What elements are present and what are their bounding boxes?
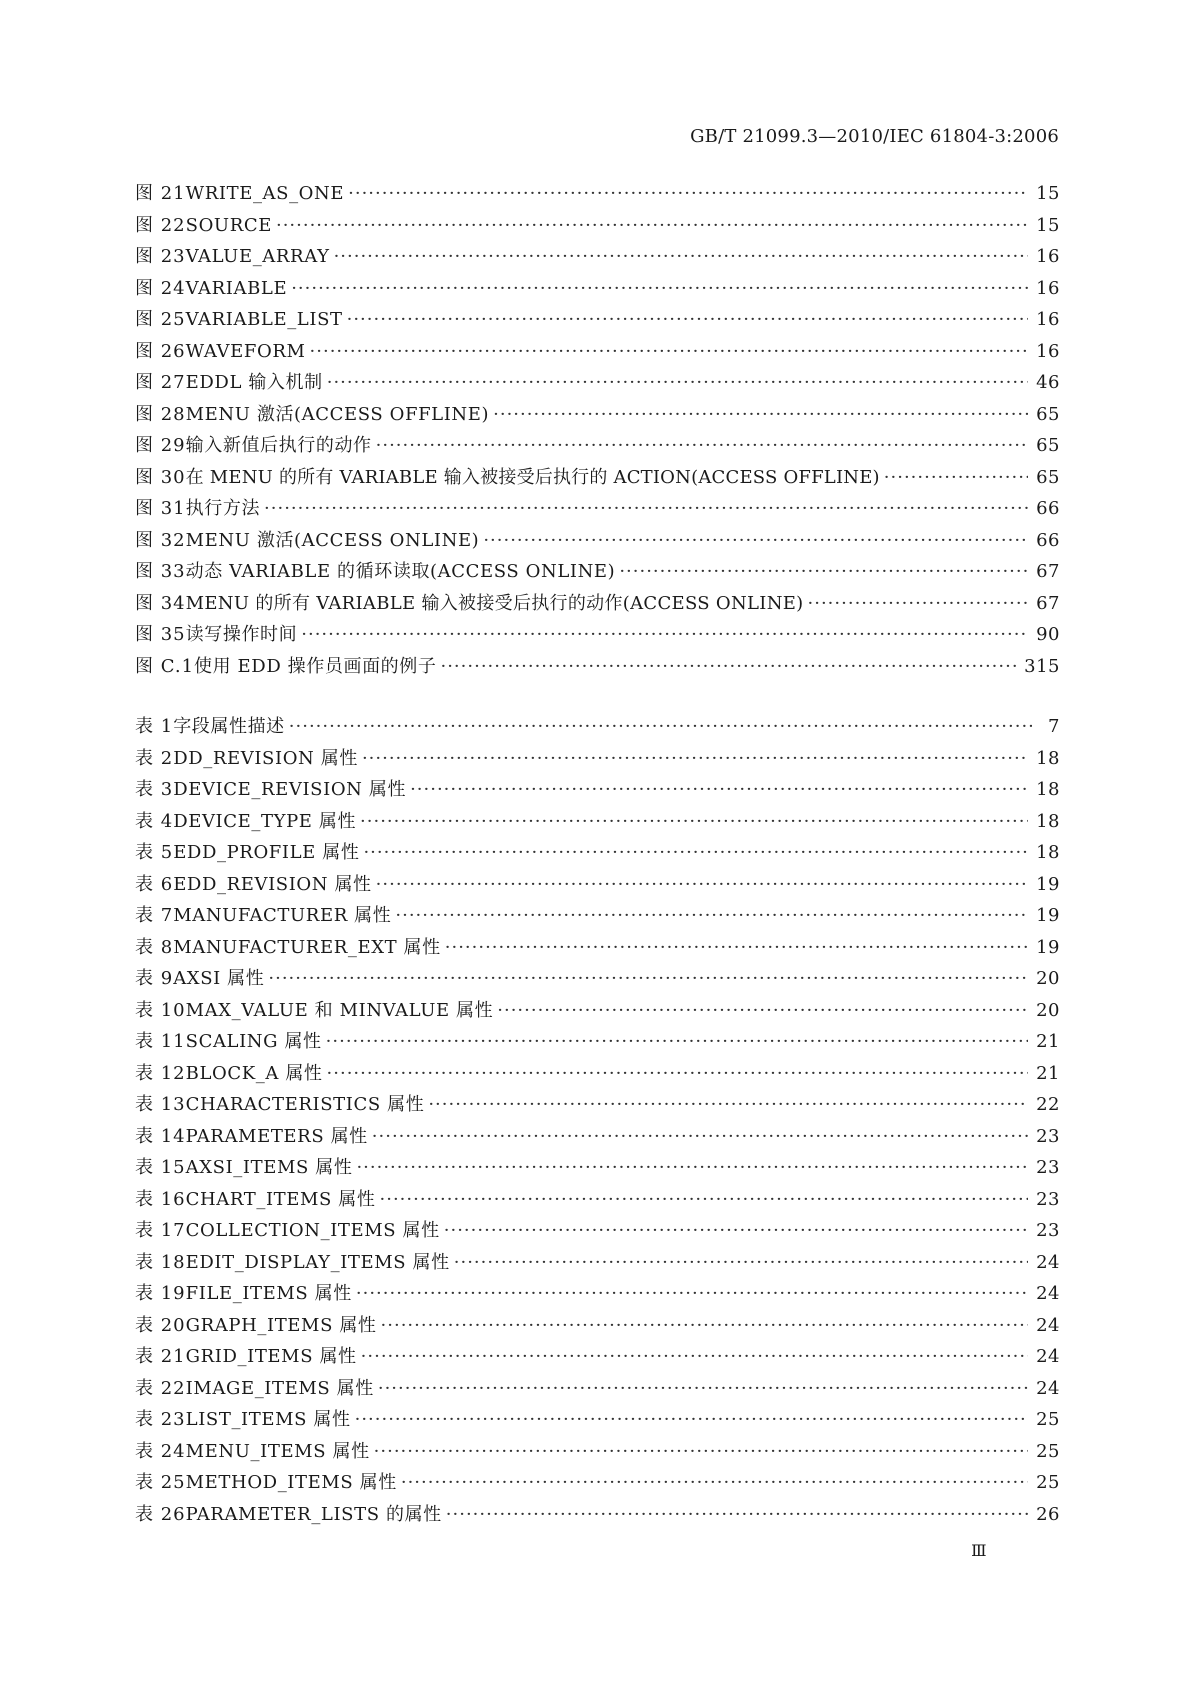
- entry-title: FILE_ITEMS 属性: [185, 1283, 352, 1304]
- entry-page: 15: [1036, 183, 1060, 204]
- entry-page: 315: [1024, 655, 1060, 677]
- entry-page: 23: [1036, 1157, 1060, 1178]
- entry-page: 65: [1036, 403, 1060, 425]
- entry-label: 图 29: [135, 435, 186, 456]
- toc-entry[interactable]: [135, 900, 1060, 932]
- entry-title: 字段属性描述: [173, 716, 285, 737]
- entry-title: CHART_ITEMS 属性: [185, 1188, 376, 1210]
- toc-entry[interactable]: [135, 711, 1060, 743]
- entry-page: 15: [1036, 214, 1060, 236]
- dot-leader: [483, 525, 1028, 557]
- entry-page: 18: [1036, 747, 1060, 769]
- entry-title: AXSI 属性: [173, 968, 265, 989]
- entry-label: 表 11: [135, 1031, 186, 1052]
- entry-label: 图 34: [135, 592, 186, 614]
- figure-list: [135, 178, 1060, 682]
- entry-label: 表 6: [135, 873, 174, 895]
- dot-leader: [310, 336, 1029, 368]
- entry-page: 26: [1036, 1503, 1060, 1525]
- entry-label: 图 C.1: [135, 655, 195, 677]
- dot-leader: [264, 493, 1028, 525]
- entry-page: 21: [1036, 1062, 1060, 1084]
- dot-leader: [493, 399, 1028, 431]
- dot-leader: [884, 462, 1028, 494]
- entry-title: BLOCK_A 属性: [185, 1062, 323, 1084]
- dot-leader: [334, 241, 1029, 273]
- dot-leader: [376, 430, 1028, 462]
- dot-leader: [327, 1058, 1029, 1090]
- toc-entry[interactable]: [135, 367, 1060, 399]
- entry-page: 25: [1036, 1440, 1060, 1462]
- entry-page: 19: [1036, 936, 1060, 958]
- toc-entry[interactable]: [135, 1089, 1060, 1121]
- entry-page: 21: [1036, 1031, 1060, 1052]
- entry-title: GRAPH_ITEMS 属性: [185, 1314, 377, 1336]
- entry-title: 使用 EDD 操作员画面的例子: [194, 655, 437, 677]
- dot-leader: [362, 743, 1028, 775]
- dot-leader: [289, 711, 1032, 743]
- dot-leader: [268, 963, 1028, 995]
- dot-leader: [361, 1341, 1028, 1373]
- entry-page: 16: [1036, 340, 1060, 362]
- toc-entry[interactable]: [135, 1058, 1060, 1090]
- entry-page: 46: [1036, 372, 1060, 393]
- entry-title: VARIABLE: [185, 277, 288, 299]
- entry-page: 67: [1036, 592, 1060, 614]
- dot-leader: [372, 1121, 1028, 1153]
- entry-title: MENU 的所有 VARIABLE 输入被接受后执行的动作(ACCESS ONLINE): [185, 592, 804, 614]
- toc-entry[interactable]: [135, 1341, 1060, 1373]
- entry-title: EDIT_DISPLAY_ITEMS 属性: [185, 1251, 450, 1273]
- entry-label: 表 13: [135, 1094, 186, 1115]
- toc-entry[interactable]: [135, 588, 1060, 620]
- entry-page: 19: [1036, 873, 1060, 895]
- entry-title: MENU_ITEMS 属性: [185, 1440, 370, 1462]
- entry-label: 图 31: [135, 498, 186, 519]
- dot-leader: [410, 774, 1028, 806]
- entry-label: 图 22: [135, 214, 186, 236]
- toc-entry[interactable]: [135, 774, 1060, 806]
- entry-page: 16: [1036, 277, 1060, 299]
- entry-page: 20: [1036, 999, 1060, 1021]
- entry-label: 表 12: [135, 1062, 186, 1084]
- entry-page: 66: [1036, 498, 1060, 519]
- entry-label: 表 16: [135, 1188, 186, 1210]
- entry-label: 表 14: [135, 1125, 186, 1147]
- entry-title: MAX_VALUE 和 MINVALUE 属性: [185, 999, 494, 1021]
- entry-title: VALUE_ARRAY: [185, 246, 330, 267]
- entry-label: 表 9: [135, 968, 174, 989]
- table-list: [135, 711, 1060, 1530]
- entry-title: DD_REVISION 属性: [173, 747, 358, 769]
- entry-label: 表 18: [135, 1251, 186, 1273]
- toc-entry[interactable]: [135, 462, 1060, 494]
- dot-leader: [356, 1152, 1028, 1184]
- entry-title: MENU 激活(ACCESS ONLINE): [185, 529, 480, 551]
- entry-label: 表 23: [135, 1409, 186, 1430]
- entry-label: 图 32: [135, 529, 186, 551]
- entry-title: EDD_REVISION 属性: [173, 873, 372, 895]
- entry-label: 表 5: [135, 842, 174, 863]
- entry-title: MANUFACTURER 属性: [173, 905, 392, 926]
- entry-title: CHARACTERISTICS 属性: [185, 1094, 425, 1115]
- entry-page: 24: [1036, 1377, 1060, 1399]
- toc-entry[interactable]: [135, 556, 1060, 588]
- dot-leader: [446, 1499, 1028, 1531]
- entry-title: 在 MENU 的所有 VARIABLE 输入被接受后执行的 ACTION(ACCESS OFFLINE): [185, 466, 880, 488]
- toc-entry[interactable]: [135, 1247, 1060, 1279]
- entry-label: 表 26: [135, 1503, 186, 1525]
- entry-label: 图 23: [135, 246, 186, 267]
- entry-title: IMAGE_ITEMS 属性: [185, 1377, 374, 1399]
- toc-entry[interactable]: [135, 932, 1060, 964]
- dot-leader: [619, 556, 1028, 588]
- toc-entry[interactable]: [135, 336, 1060, 368]
- entry-page: 24: [1036, 1283, 1060, 1304]
- dot-leader: [356, 1278, 1028, 1310]
- toc-entry[interactable]: [135, 1215, 1060, 1247]
- entry-label: 表 8: [135, 936, 174, 958]
- entry-label: 表 10: [135, 999, 186, 1021]
- entry-label: 表 25: [135, 1472, 186, 1493]
- entry-label: 图 26: [135, 340, 186, 362]
- entry-title: SCALING 属性: [185, 1031, 322, 1052]
- entry-page: 24: [1036, 1346, 1060, 1367]
- entry-label: 表 2: [135, 747, 174, 769]
- entry-title: EDD_PROFILE 属性: [173, 842, 360, 863]
- dot-leader: [380, 1184, 1029, 1216]
- entry-title: EDDL 输入机制: [185, 372, 323, 393]
- entry-label: 表 22: [135, 1377, 186, 1399]
- entry-label: 表 19: [135, 1283, 186, 1304]
- entry-page: 16: [1036, 309, 1060, 330]
- dot-leader: [374, 1436, 1028, 1468]
- entry-title: WRITE_AS_ONE: [185, 183, 345, 204]
- toc-entry[interactable]: [135, 1404, 1060, 1436]
- entry-page: 20: [1036, 968, 1060, 989]
- entry-page: 18: [1036, 810, 1060, 832]
- entry-title: MANUFACTURER_EXT 属性: [173, 936, 441, 958]
- toc-entry[interactable]: [135, 493, 1060, 525]
- entry-page: 65: [1036, 435, 1060, 456]
- entry-page: 67: [1036, 561, 1060, 582]
- entry-page: 24: [1036, 1314, 1060, 1336]
- toc-entry[interactable]: [135, 1373, 1060, 1405]
- toc-entry[interactable]: [135, 806, 1060, 838]
- toc-entry[interactable]: [135, 525, 1060, 557]
- dot-leader: [428, 1089, 1028, 1121]
- entry-page: 65: [1036, 466, 1060, 488]
- dot-leader: [347, 304, 1028, 336]
- toc-entry[interactable]: [135, 1278, 1060, 1310]
- toc-entry[interactable]: [135, 1152, 1060, 1184]
- entry-label: 表 7: [135, 905, 174, 926]
- entry-page: 18: [1036, 842, 1060, 863]
- entry-label: 表 4: [135, 810, 174, 832]
- entry-page: 22: [1036, 1094, 1060, 1115]
- dot-leader: [497, 995, 1028, 1027]
- dot-leader: [363, 837, 1028, 869]
- dot-leader: [348, 178, 1028, 210]
- entry-title: WAVEFORM: [185, 340, 306, 362]
- entry-label: 图 27: [135, 372, 186, 393]
- entry-label: 表 24: [135, 1440, 186, 1462]
- toc-entry[interactable]: [135, 1436, 1060, 1468]
- entry-page: 7: [1048, 716, 1060, 737]
- entry-page: 23: [1036, 1188, 1060, 1210]
- entry-page: 16: [1036, 246, 1060, 267]
- dot-leader: [445, 932, 1028, 964]
- dot-leader: [440, 651, 1016, 683]
- entry-title: PARAMETERS 属性: [185, 1125, 368, 1147]
- toc-entry[interactable]: [135, 304, 1060, 336]
- entry-title: MENU 激活(ACCESS OFFLINE): [185, 403, 490, 425]
- dot-leader: [376, 869, 1028, 901]
- entry-label: 表 20: [135, 1314, 186, 1336]
- toc-entry[interactable]: [135, 241, 1060, 273]
- entry-title: COLLECTION_ITEMS 属性: [185, 1220, 440, 1241]
- dot-leader: [301, 619, 1028, 651]
- entry-title: METHOD_ITEMS 属性: [185, 1472, 397, 1493]
- toc-entry[interactable]: [135, 273, 1060, 305]
- entry-label: 图 25: [135, 309, 186, 330]
- dot-leader: [401, 1467, 1028, 1499]
- entry-label: 表 3: [135, 779, 174, 800]
- entry-label: 图 35: [135, 624, 186, 645]
- toc-entry[interactable]: [135, 1026, 1060, 1058]
- entry-page: 23: [1036, 1220, 1060, 1241]
- entry-title: SOURCE: [185, 214, 272, 236]
- toc-entry[interactable]: [135, 1184, 1060, 1216]
- entry-page: 90: [1036, 624, 1060, 645]
- dot-leader: [355, 1404, 1029, 1436]
- dot-leader: [454, 1247, 1028, 1279]
- entry-label: 图 33: [135, 561, 186, 582]
- entry-title: AXSI_ITEMS 属性: [185, 1157, 353, 1178]
- entry-label: 表 15: [135, 1157, 186, 1178]
- entry-label: 图 30: [135, 466, 186, 488]
- entry-title: DEVICE_TYPE 属性: [173, 810, 357, 832]
- entry-page: 18: [1036, 779, 1060, 800]
- dot-leader: [326, 1026, 1028, 1058]
- toc-entry[interactable]: [135, 1121, 1060, 1153]
- entry-label: 图 21: [135, 183, 186, 204]
- entry-label: 表 21: [135, 1346, 186, 1367]
- toc-entry[interactable]: [135, 430, 1060, 462]
- toc-entry[interactable]: [135, 651, 1060, 683]
- standard-header: GB/T 21099.3—2010/IEC 61804-3:2006: [690, 126, 1059, 147]
- toc-entry[interactable]: [135, 837, 1060, 869]
- dot-leader: [378, 1373, 1028, 1405]
- entry-label: 图 24: [135, 277, 186, 299]
- dot-leader: [276, 210, 1028, 242]
- entry-title: PARAMETER_LISTS 的属性: [185, 1503, 442, 1525]
- toc-entry[interactable]: [135, 178, 1060, 210]
- dot-leader: [808, 588, 1029, 620]
- toc-entry[interactable]: [135, 1467, 1060, 1499]
- toc-entry[interactable]: [135, 619, 1060, 651]
- entry-title: 输入新值后执行的动作: [185, 435, 372, 456]
- entry-label: 表 17: [135, 1220, 186, 1241]
- dot-leader: [395, 900, 1028, 932]
- dot-leader: [291, 273, 1028, 305]
- entry-title: 动态 VARIABLE 的循环读取(ACCESS ONLINE): [185, 561, 616, 582]
- toc-entry[interactable]: [135, 1499, 1060, 1531]
- toc-entry[interactable]: [135, 210, 1060, 242]
- page-number: Ⅲ: [971, 1541, 987, 1560]
- entry-title: GRID_ITEMS 属性: [185, 1346, 357, 1367]
- entry-title: LIST_ITEMS 属性: [185, 1409, 351, 1430]
- entry-page: 19: [1036, 905, 1060, 926]
- toc-entry[interactable]: [135, 743, 1060, 775]
- dot-leader: [327, 367, 1028, 399]
- entry-title: VARIABLE_LIST: [185, 309, 343, 330]
- entry-page: 24: [1036, 1251, 1060, 1273]
- toc-entry[interactable]: [135, 399, 1060, 431]
- entry-label: 表 1: [135, 716, 174, 737]
- entry-title: DEVICE_REVISION 属性: [173, 779, 407, 800]
- dot-leader: [444, 1215, 1028, 1247]
- toc-entry[interactable]: [135, 869, 1060, 901]
- toc-entry[interactable]: [135, 1310, 1060, 1342]
- entry-page: 66: [1036, 529, 1060, 551]
- entry-page: 25: [1036, 1472, 1060, 1493]
- entry-page: 25: [1036, 1409, 1060, 1430]
- entry-label: 图 28: [135, 403, 186, 425]
- toc-entry[interactable]: [135, 995, 1060, 1027]
- entry-page: 23: [1036, 1125, 1060, 1147]
- dot-leader: [360, 806, 1028, 838]
- entry-title: 读写操作时间: [185, 624, 298, 645]
- entry-title: 执行方法: [185, 498, 261, 519]
- toc-entry[interactable]: [135, 963, 1060, 995]
- dot-leader: [381, 1310, 1029, 1342]
